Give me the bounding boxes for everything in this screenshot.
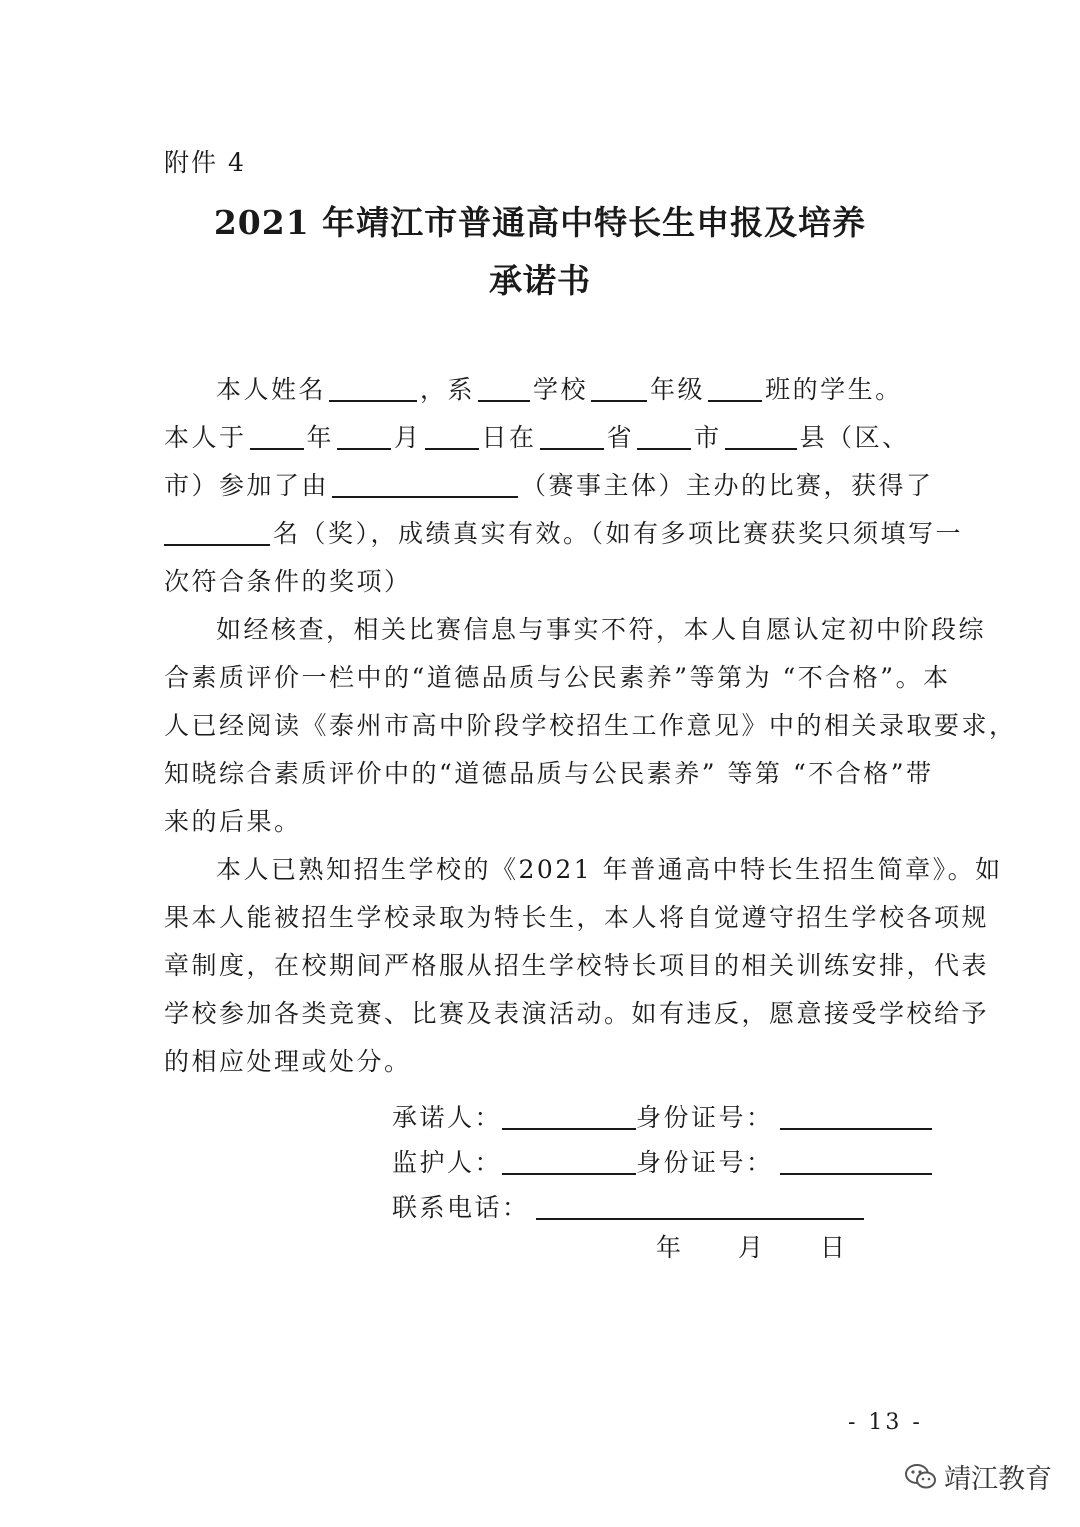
date-month: 月 bbox=[738, 1233, 764, 1262]
para1-line-1: 本人姓名 ，系 学校 年级 班的学生。 bbox=[216, 370, 903, 406]
year-blank[interactable] bbox=[250, 420, 304, 450]
month-blank[interactable] bbox=[337, 420, 391, 450]
para2-line-1: 如经核查，相关比赛信息与事实不符，本人自愿认定初中阶段综 bbox=[216, 615, 987, 644]
para1-line-3: 市）参加了由 （赛事主体）主办的比赛，获得了 bbox=[164, 466, 934, 502]
para2-line-3: 人已经阅读《泰州市高中阶段学校招生工作意见》中的相关录取要求， bbox=[164, 711, 1017, 740]
grade-blank[interactable] bbox=[591, 372, 647, 402]
watermark bbox=[904, 1457, 1052, 1496]
guardian-blank[interactable] bbox=[502, 1145, 636, 1175]
para3-line-5: 的相应处理或处分。 bbox=[164, 1047, 412, 1076]
promiser-blank[interactable] bbox=[502, 1100, 636, 1130]
para2-line-2: 合素质评价一栏中的“道德品质与公民素养”等第为 “不合格”。本 bbox=[164, 663, 951, 692]
province-blank[interactable] bbox=[540, 420, 604, 450]
promiser-id-blank[interactable] bbox=[780, 1100, 932, 1130]
phone-row: 联系电话： bbox=[392, 1188, 864, 1224]
date-day: 日 bbox=[820, 1233, 846, 1262]
para3-line-2: 果本人能被招生学校录取为特长生，本人将自觉遵守招生学校各项规 bbox=[164, 903, 990, 932]
para3-line-4: 学校参加各类竞赛、比赛及表演活动。如有违反，愿意接受学校给予 bbox=[164, 999, 990, 1028]
county-blank[interactable] bbox=[725, 420, 797, 450]
document-title-line-1: 2021 年靖江市普通高中特长生申报及培养 bbox=[213, 203, 867, 242]
page-number: - 13 - bbox=[848, 1410, 923, 1435]
guardian-id-blank[interactable] bbox=[780, 1145, 932, 1175]
guardian-row: 监护人： 身份证号： bbox=[392, 1143, 932, 1179]
class-blank[interactable] bbox=[708, 372, 762, 402]
name-blank[interactable] bbox=[329, 372, 417, 402]
promiser-row: 承诺人： 身份证号： bbox=[392, 1098, 932, 1134]
para1-line-5: 次符合条件的奖项） bbox=[164, 567, 412, 596]
watermark-text: 靖江教育 bbox=[944, 1464, 1052, 1495]
document-title-line-2: 承诺书 bbox=[489, 261, 591, 300]
organizer-blank[interactable] bbox=[332, 468, 518, 498]
attachment-label: 附件 4 bbox=[164, 148, 246, 177]
wechat-icon bbox=[904, 1462, 938, 1492]
para2-line-4: 知晓综合素质评价中的“道德品质与公民素养” 等第 “不合格”带 bbox=[164, 759, 934, 788]
phone-blank[interactable] bbox=[536, 1190, 864, 1220]
date-year: 年 bbox=[656, 1233, 682, 1262]
rank-blank[interactable] bbox=[164, 516, 270, 546]
city-blank[interactable] bbox=[637, 420, 691, 450]
para3-line-1: 本人已熟知招生学校的《2021 年普通高中特长生招生简章》。如 bbox=[216, 855, 1003, 884]
day-blank[interactable] bbox=[425, 420, 479, 450]
para1-line-2: 本人于 年 月 日在 省 市 县（区、 bbox=[164, 418, 910, 454]
school-blank[interactable] bbox=[478, 372, 530, 402]
para1-line-4: 名（奖），成绩真实有效。（如有多项比赛获奖只须填写一 bbox=[164, 514, 963, 550]
para2-line-5: 来的后果。 bbox=[164, 807, 302, 836]
para3-line-3: 章制度，在校期间严格服从招生学校特长项目的相关训练安排，代表 bbox=[164, 951, 990, 980]
